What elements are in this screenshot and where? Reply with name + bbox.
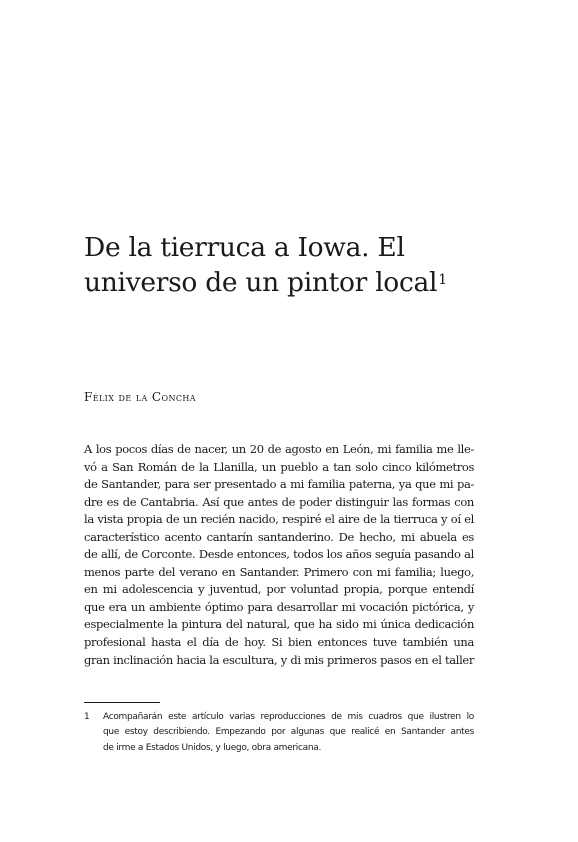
author-name: Félix de la Concha: [84, 390, 196, 404]
footnote-line: que estoy describiendo. Empezando por algunas que realicé en Santander antes: [103, 727, 474, 738]
body-line: la vista propia de un recién nacido, respiré el aire de la tierruca y oí el: [84, 512, 474, 527]
footnote-text: [103, 710, 474, 756]
footnote-number: 1: [84, 712, 90, 722]
body-line: de allí, de Corconte. Desde entonces, todos los años seguía pasando al: [84, 547, 474, 562]
body-line: A los pocos días de nacer, un 20 de agosto en León, mi familia me lle-: [84, 442, 474, 456]
body-line: gran inclinación hacia la escultura, y di mis primeros pasos en el taller: [84, 652, 474, 667]
body-line: profesional hasta el día de hoy. Si bien entonces tuve también una: [84, 635, 474, 650]
body-line: menos parte del verano en Santander. Primero con mi familia; luego,: [84, 564, 474, 579]
body-line: en mi adolescencia y juventud, por voluntad propia, porque entendí: [84, 582, 474, 597]
body-line: especialmente la pintura del natural, que ha sido mi única dedicación: [84, 617, 474, 632]
body-line: característico acento cantarín santanderino. De hecho, mi abuela es: [84, 529, 474, 544]
chapter-title-line: De la tierruca a Iowa. El: [84, 232, 405, 263]
footnote-line: de irme a Estados Unidos, y luego, obra americana.: [103, 742, 322, 753]
footnote-divider: [84, 702, 160, 703]
chapter-title: [84, 230, 524, 300]
body-line: vó a San Román de la Llanilla, un pueblo a tan solo cinco kilómetros: [84, 459, 474, 474]
footnote-line: Acompañarán este artículo varias reproducciones de mis cuadros que ilustren lo: [103, 712, 474, 722]
chapter-title-line-text: universo de un pintor local: [84, 267, 438, 298]
chapter-title-line: [84, 265, 524, 300]
footnote-marker[interactable]: 1: [438, 272, 447, 288]
body-line: dre es de Cantabria. Así que antes de poder distinguir las formas con: [84, 494, 474, 509]
body-line: de Santander, para ser presentado a mi familia paterna, ya que mi pa-: [84, 477, 474, 492]
body-paragraph: [84, 441, 474, 669]
body-line: que era un ambiente óptimo para desarrollar mi vocación pictórica, y: [84, 599, 474, 614]
